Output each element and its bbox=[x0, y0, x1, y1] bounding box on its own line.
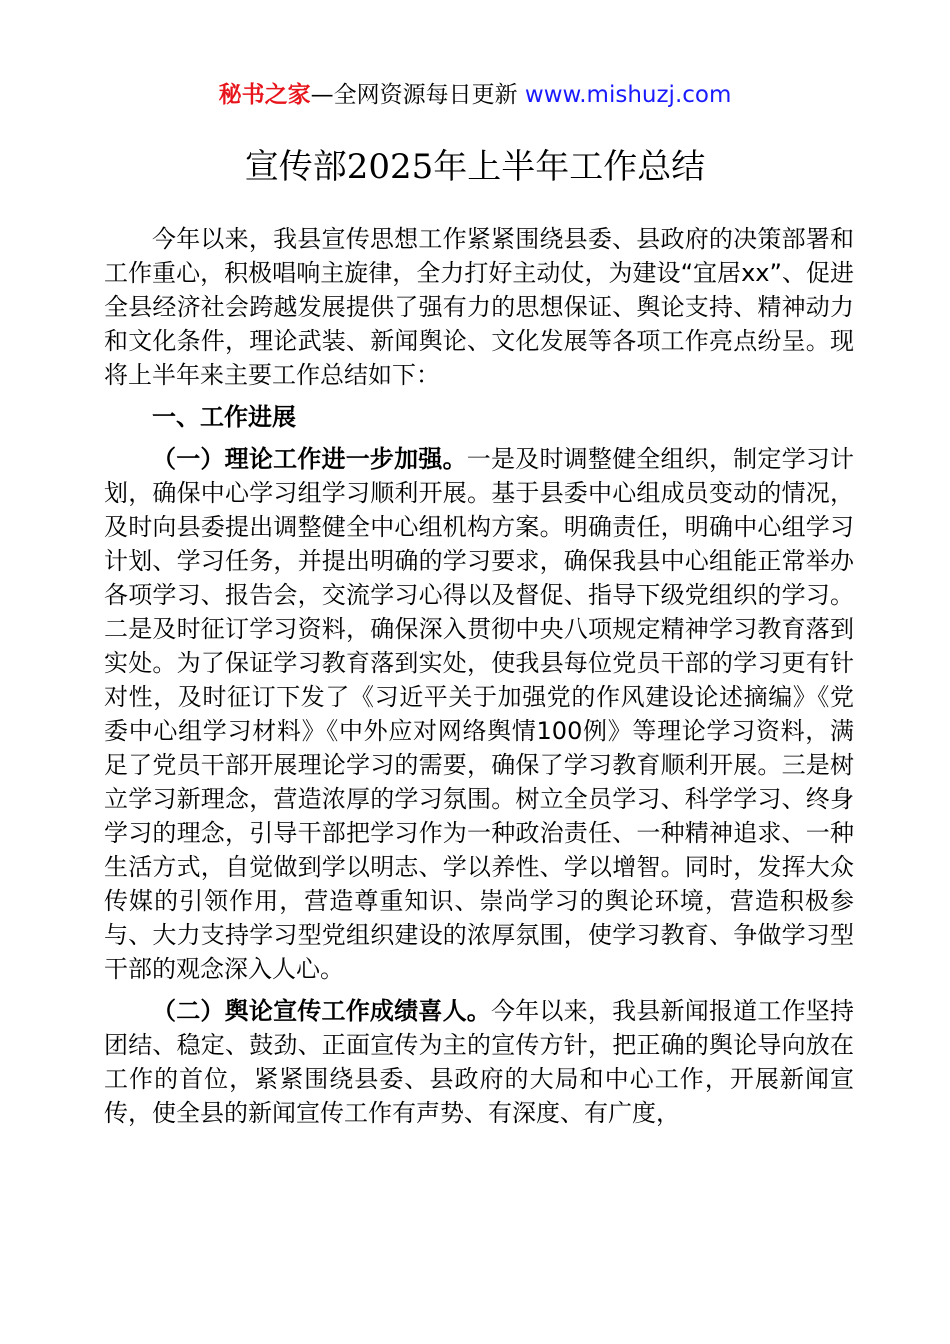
document-body bbox=[104, 222, 854, 1130]
document-title: 宣传部2025年上半年工作总结 bbox=[244, 147, 706, 187]
site-header bbox=[0, 78, 950, 112]
item-lead-1: （一）理论工作进一步加强。 bbox=[152, 445, 467, 473]
item-lead-2: （二）舆论宣传工作成绩喜人。 bbox=[152, 997, 491, 1025]
section-heading: 一、工作进展 bbox=[152, 403, 296, 431]
item-paragraph-2 bbox=[104, 994, 854, 1130]
site-tagline: 全网资源每日更新 bbox=[333, 82, 518, 108]
intro-paragraph: 今年以来，我县宣传思想工作紧紧围绕县委、县政府的决策部署和工作重心，积极唱响主旋律，全力打好主动仗，为建设“宜居xx”、促进全县经济社会跨越发展提供了强有力的思想保证、舆论支持、精神动力和文化条件，理论武装、新闻舆论、文化发展等各项工作亮点纷呈。现将上半年来主要工作总结如下： bbox=[104, 225, 854, 389]
header-separator: — bbox=[310, 82, 334, 108]
site-url: www.mishuzj.com bbox=[524, 82, 732, 108]
site-brand: 秘书之家 bbox=[218, 82, 311, 108]
item-paragraph-1 bbox=[104, 442, 854, 986]
item-text-1: 一是及时调整健全组织，制定学习计划，确保中心学习组学习顺利开展。基于县委中心组成员变动的情况，及时向县委提出调整健全中心组机构方案。明确责任，明确中心组学习计划、学习任务，并提出明确的学习要求，确保我县中心组能正常举办各项学习、报告会，交流学习心得以及督促、指导下级党组织的学习。二是及时征订学习资料，确保深入贯彻中央八项规定精神学习教育落到实处。为了保证学习教育落到实处，使我县每位党员干部的学习更有针对性，及时征订下发了《习近平关于加强党的作风建设论述摘编》《党委中心组学习材料》《中外应对网络舆情100例》等理论学习资料，满足了党员干部开展理论学习的需要，确保了学习教育顺利开展。三是树立学习新理念，营造浓厚的学习氛围。树立全员学习、科学学习、终身学习的理念，引导干部把学习作为一种政治责任、一种精神追求、一种生活方式，自觉做到学以明志、学以养性、学以增智。同时，发挥大众传媒的引领作用，营造尊重知识、崇尚学习的舆论环境，营造积极参与、大力支持学习型党组织建设的浓厚氛围，使学习教育、争做学习型干部的观念深入人心。 bbox=[104, 445, 855, 983]
item-text-2: 今年以来，我县新闻报道工作坚持团结、稳定、鼓劲、正面宣传为主的宣传方针，把正确的舆论导向放在工作的首位，紧紧围绕县委、县政府的大局和中心工作，开展新闻宣传，使全县的新闻宣传工作有声势、有深度、有广度， bbox=[104, 997, 854, 1127]
